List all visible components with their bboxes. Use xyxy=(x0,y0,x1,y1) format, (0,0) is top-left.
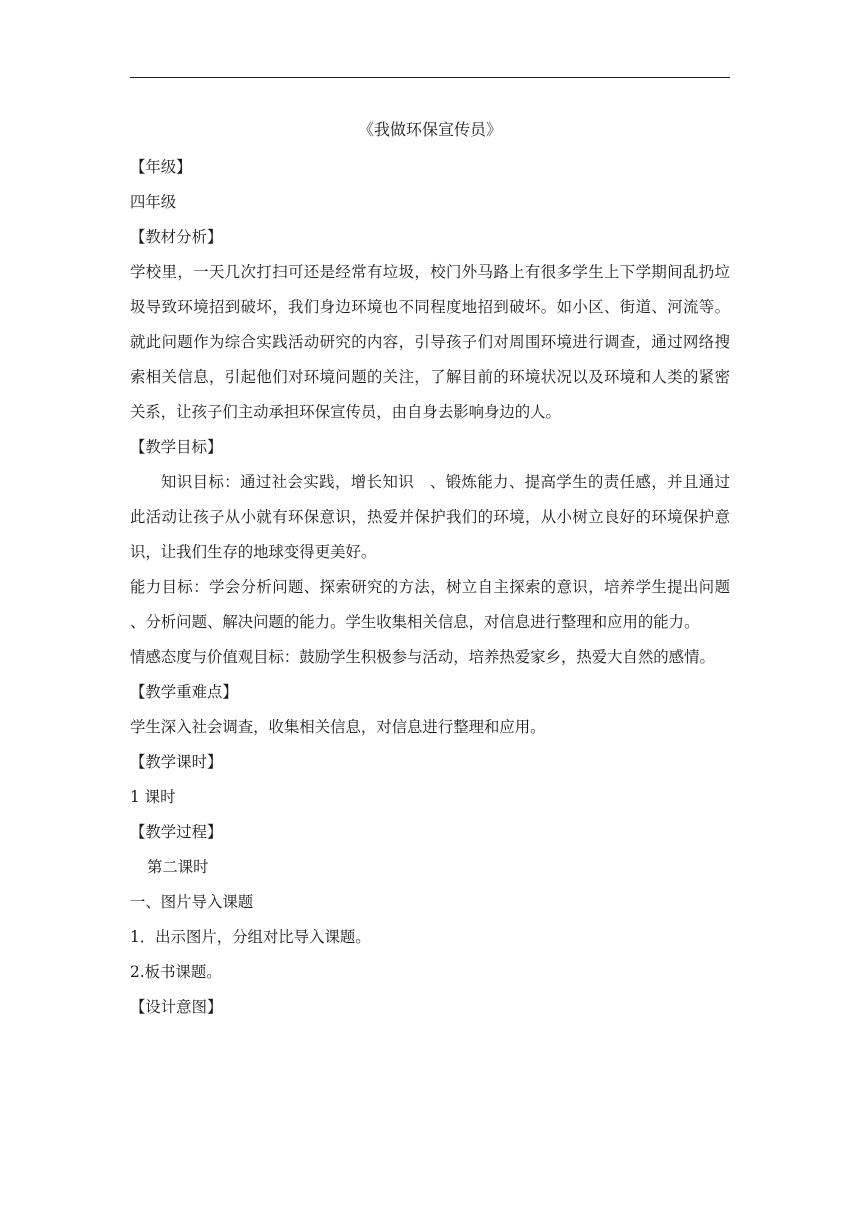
class-hours-value: 1 课时 xyxy=(130,788,176,806)
process-step-1-2: 2.板书课题。 xyxy=(130,963,222,981)
goals-heading: 【教学目标】 xyxy=(130,438,223,456)
header-rule xyxy=(130,77,730,78)
analysis-paragraph: 学校里，一天几次打扫可还是经常有垃圾，校门外马路上有很多学生上下学期间乱扔垃圾导致环境招到破坏，我们身边环境也不同程度地招到破坏。如小区、街道、河流等。就此问题作为综合实践活动研究的内容，引导孩子们对周围环境进行调查，通过网络搜索相关信息，引起他们对环境问题的关注，了解目前的环境状况以及环境和人类的紧密关系，让孩子们主动承担环保宣传员，由自身去影响身边的人。 xyxy=(130,263,730,421)
design-intent-heading: 【设计意图】 xyxy=(130,998,223,1016)
grade-heading: 【年级】 xyxy=(130,158,192,176)
process-step-1-1: 1．出示图片，分组对比导入课题。 xyxy=(130,928,371,946)
process-session-label: 第二课时 xyxy=(147,858,209,876)
goal-ability-paragraph: 能力目标：学会分析问题、探索研究的方法，树立自主探索的意识，培养学生提出问题、分析问题、解决问题的能力。学生收集相关信息，对信息进行整理和应用的能力。 xyxy=(130,578,730,631)
document-body xyxy=(130,112,730,1025)
document-title: 《我做环保宣传员》 xyxy=(357,120,502,139)
key-points-heading: 【教学重难点】 xyxy=(130,683,238,701)
grade-value: 四年级 xyxy=(130,193,177,211)
key-points-text: 学生深入社会调查，收集相关信息，对信息进行整理和应用。 xyxy=(130,718,546,736)
process-step-1: 一、图片导入课题 xyxy=(130,893,254,911)
goal-knowledge-paragraph: 知识目标：通过社会实践，增长知识 、锻炼能力、提高学生的责任感，并且通过此活动让孩子从小就有环保意识，热爱并保护我们的环境，从小树立良好的环境保护意识，让我们生存的地球变得更美好。 xyxy=(130,473,730,561)
teaching-process-heading: 【教学过程】 xyxy=(130,823,223,841)
goal-emotion-paragraph: 情感态度与价值观目标：鼓励学生积极参与活动，培养热爱家乡，热爱大自然的感情。 xyxy=(130,648,715,666)
class-hours-heading: 【教学课时】 xyxy=(130,753,223,771)
analysis-heading: 【教材分析】 xyxy=(130,228,223,246)
